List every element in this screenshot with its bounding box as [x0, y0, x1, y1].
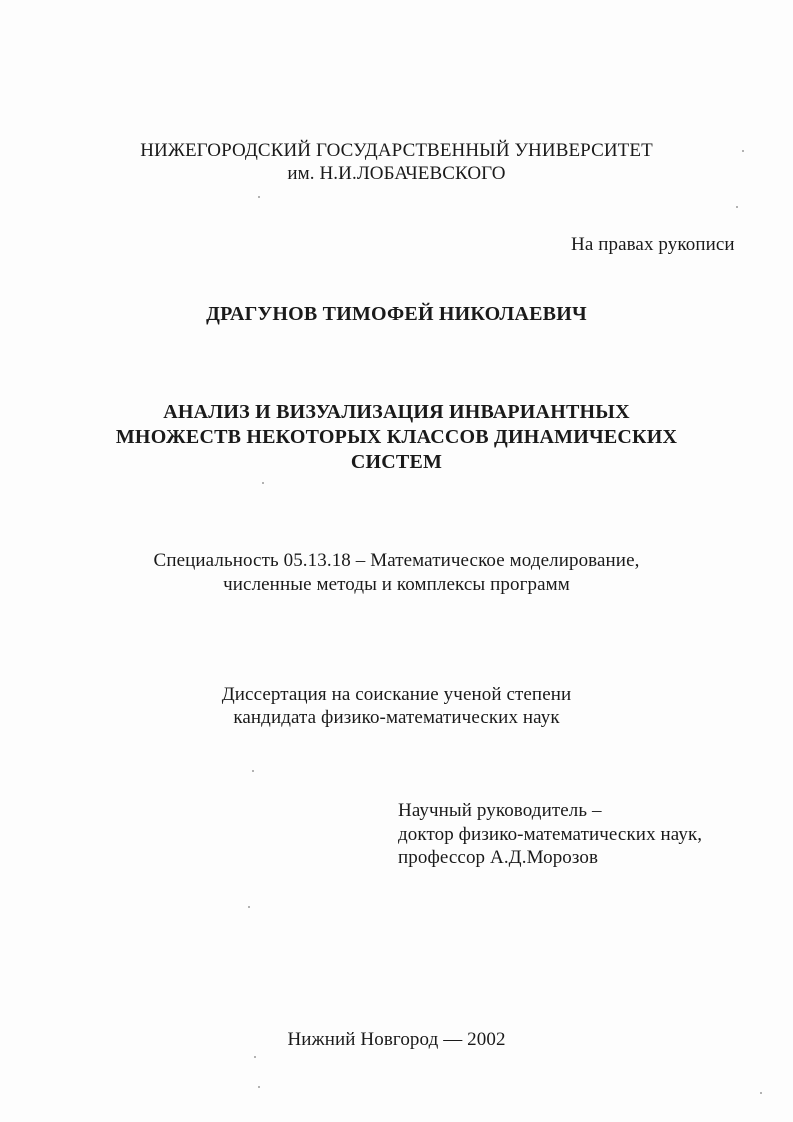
scan-speck — [262, 482, 264, 484]
scan-speck — [248, 906, 250, 908]
scan-speck — [258, 1086, 260, 1088]
title-line-2: МНОЖЕСТВ НЕКОТОРЫХ КЛАССОВ ДИНАМИЧЕСКИХ — [115, 426, 678, 448]
author-name: ДРАГУНОВ ТИМОФЕЙ НИКОЛАЕВИЧ — [206, 303, 587, 325]
specialty-line-2: численные методы и комплексы программ — [223, 574, 570, 595]
place-and-year: Нижний Новгород — 2002 — [287, 1029, 506, 1050]
advisor-line-3: профессор А.Д.Морозов — [398, 847, 599, 868]
specialty-line-1: Специальность 05.13.18 – Математическое моделирование, — [153, 550, 640, 571]
manuscript-note: На правах рукописи — [571, 234, 735, 255]
advisor-line-2: доктор физико-математических наук, — [398, 824, 703, 845]
title-line-3: СИСТЕМ — [350, 451, 443, 473]
scan-speck — [742, 150, 744, 152]
institution-line-2: им. Н.И.ЛОБАЧЕВСКОГО — [287, 163, 506, 184]
advisor-line-1: Научный руководитель – — [398, 800, 602, 821]
scan-speck — [736, 206, 738, 208]
scan-speck — [254, 1056, 256, 1058]
degree-line-2: кандидата физико-математических наук — [233, 707, 560, 728]
scan-speck — [258, 196, 260, 198]
degree-line-1: Диссертация на соискание ученой степени — [221, 684, 572, 705]
institution-line-1: НИЖЕГОРОДСКИЙ ГОСУДАРСТВЕННЫЙ УНИВЕРСИТЕТ — [140, 140, 653, 161]
scan-speck — [760, 1092, 762, 1094]
scan-speck — [252, 770, 254, 772]
title-line-1: АНАЛИЗ И ВИЗУАЛИЗАЦИЯ ИНВАРИАНТНЫХ — [163, 401, 630, 423]
